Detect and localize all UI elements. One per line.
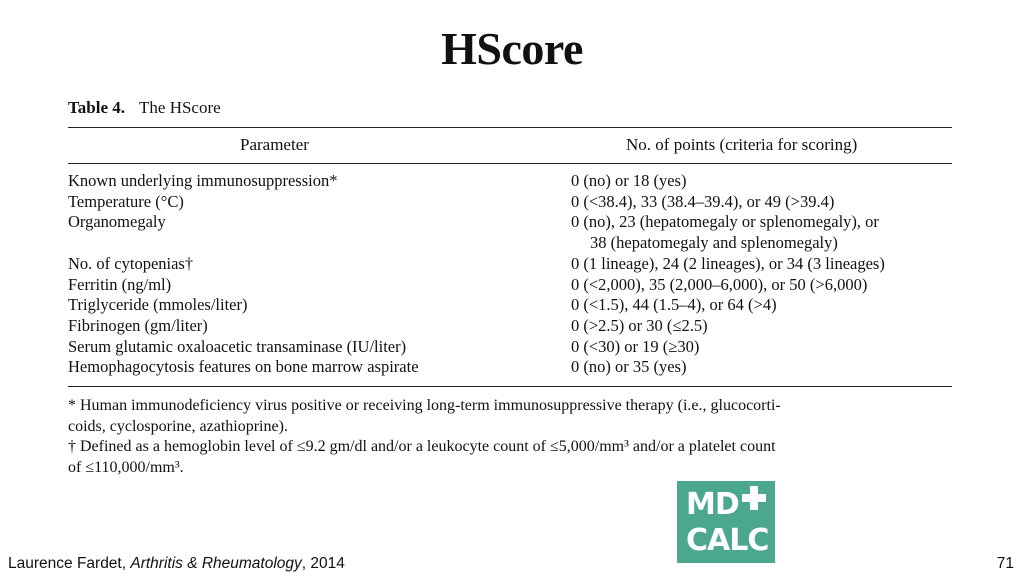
points-line: 38 (hepatomegaly and splenomegaly) [590, 233, 838, 253]
points-line: 0 (<38.4), 33 (38.4–39.4), or 49 (>39.4) [571, 191, 835, 211]
citation-journal: Arthritis & Rheumatology [130, 555, 302, 572]
logo-line-2: CALC [686, 523, 769, 558]
slide-title: HScore [441, 23, 583, 74]
table-row [68, 254, 952, 275]
points-cell [571, 254, 952, 275]
parameter-cell: Organomegaly [68, 212, 166, 232]
parameter-cell: Known underlying immunosuppression* [68, 171, 338, 190]
points-cell [571, 295, 952, 316]
points-cell [571, 316, 952, 337]
table-top-rule [68, 127, 952, 128]
table-row [68, 192, 952, 213]
footnote-line: of ≤110,000/mm³. [68, 458, 184, 476]
points-line: 0 (1 lineage), 24 (2 lineages), or 34 (3 lineages) [571, 253, 885, 273]
points-cell [571, 275, 952, 296]
footnote-line: † Defined as a hemoglobin level of ≤9.2 gm/dl and/or a leukocyte count of ≤5,000/mm³ and/or a platelet count [68, 438, 776, 455]
points-cell [571, 171, 952, 192]
table-row [68, 316, 952, 337]
table-bottom-rule [68, 386, 952, 387]
points-line: 0 (no), 23 (hepatomegaly or splenomegaly), or [571, 212, 879, 232]
footnote-line: coids, cyclosporine, azathioprine). [68, 417, 288, 435]
table-row [68, 212, 952, 253]
mdcalc-logo [677, 481, 775, 563]
points-line: 0 (<2,000), 35 (2,000–6,000), or 50 (>6,000) [571, 274, 868, 294]
table-caption-text: The HScore [139, 98, 221, 117]
parameter-cell: Temperature (°C) [68, 191, 184, 211]
points-line: 0 (<1.5), 44 (1.5–4), or 64 (>4) [571, 295, 777, 315]
parameter-cell: Fibrinogen (gm/liter) [68, 315, 208, 335]
points-cell [571, 357, 952, 378]
parameter-cell: Hemophagocytosis features on bone marrow aspirate [68, 357, 419, 377]
page-number: 71 [996, 555, 1014, 572]
points-cell [571, 192, 952, 213]
points-line: 0 (>2.5) or 30 (≤2.5) [571, 315, 708, 335]
parameter-cell: Triglyceride (mmoles/liter) [68, 295, 248, 315]
table-label: Table 4. [68, 98, 126, 117]
citation [8, 555, 345, 573]
table-row [68, 275, 952, 296]
table-body [68, 171, 952, 378]
points-cell [571, 212, 952, 253]
table-row [68, 337, 952, 358]
column-header-parameter: Parameter [240, 135, 309, 154]
citation-year: , 2014 [301, 555, 345, 572]
table-row [68, 171, 952, 192]
points-line: 0 (no) or 18 (yes) [571, 171, 687, 190]
parameter-cell: Ferritin (ng/ml) [68, 274, 172, 294]
table-footnotes [68, 396, 958, 478]
citation-author: Laurence Fardet, [8, 555, 131, 572]
points-line: 0 (<30) or 19 (≥30) [571, 336, 700, 356]
footnote-line: * Human immunodeficiency virus positive or receiving long-term immunosuppressive therapy (i.e., glucocorti- [68, 397, 781, 414]
column-header-points: No. of points (criteria for scoring) [626, 135, 858, 154]
points-cell [571, 337, 952, 358]
table-caption [68, 98, 221, 118]
points-line: 0 (no) or 35 (yes) [571, 357, 687, 377]
table-row [68, 357, 952, 378]
parameter-cell: Serum glutamic oxaloacetic transaminase (IU/liter) [68, 336, 407, 356]
header-rule [68, 163, 952, 164]
table-row [68, 295, 952, 316]
logo-line-1: MD [686, 487, 739, 522]
parameter-cell: No. of cytopenias† [68, 253, 194, 273]
plus-icon [741, 485, 767, 511]
